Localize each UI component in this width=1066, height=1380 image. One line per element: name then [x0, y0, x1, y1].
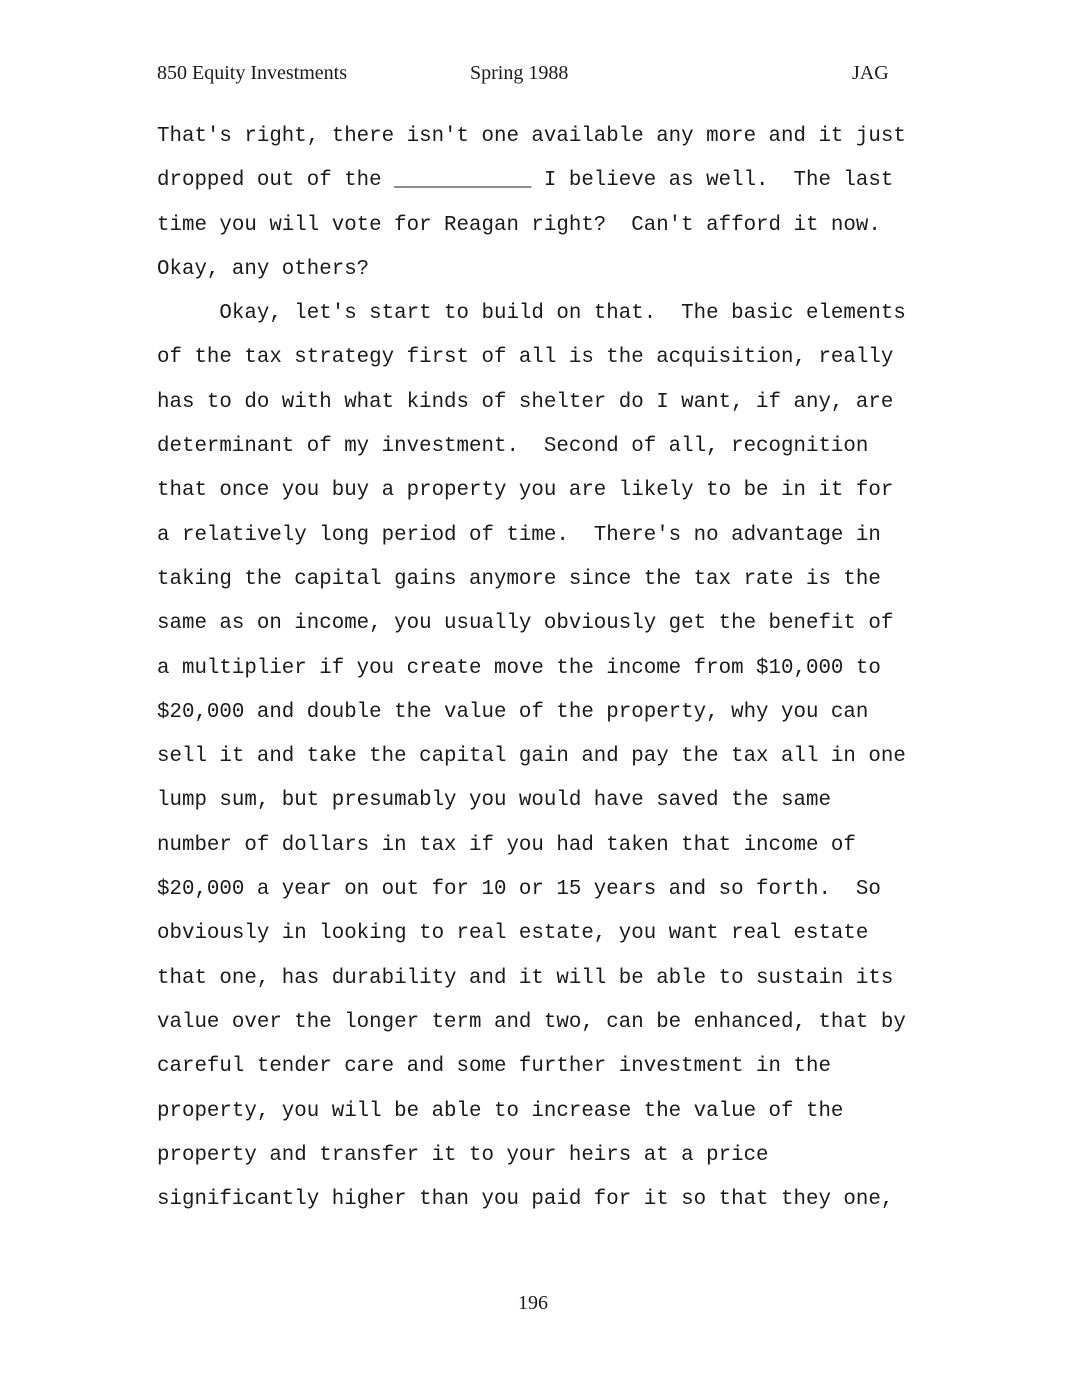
transcript-line: Okay, any others? — [157, 257, 370, 281]
term-label: Spring 1988 — [470, 62, 569, 84]
transcript-line: that once you buy a property you are likely to be in it for — [157, 479, 894, 503]
transcript-line: property and transfer it to your heirs at a price — [157, 1143, 769, 1167]
transcript-line: number of dollars in tax if you had taken that income of — [157, 833, 856, 857]
page-number: 196 — [518, 1292, 548, 1314]
transcript-line: That's right, there isn't one available any more and it just — [157, 125, 906, 148]
transcript-line: obviously in looking to real estate, you want real estate — [157, 922, 869, 946]
transcript-line: property, you will be able to increase the value of the — [157, 1099, 844, 1123]
transcript-line: a multiplier if you create move the income from $10,000 to — [157, 656, 881, 680]
transcript-line: significantly higher than you paid for it so that they one, — [157, 1188, 894, 1212]
transcript-line: lump sum, but presumably you would have saved the same — [157, 789, 831, 813]
transcript-line: that one, has durability and it will be able to sustain its — [157, 966, 894, 990]
transcript-line: has to do with what kinds of shelter do I want, if any, are — [157, 390, 894, 414]
transcript-line: dropped out of the ___________ I believe as well. The last — [157, 169, 894, 193]
transcript-line: careful tender care and some further investment in the — [157, 1055, 831, 1079]
page-header — [0, 62, 1066, 90]
transcript-line: value over the longer term and two, can be enhanced, that by — [157, 1010, 906, 1034]
author-initials: JAG — [852, 62, 889, 84]
transcript-line: sell it and take the capital gain and pay the tax all in one — [157, 745, 906, 769]
course-title: 850 Equity Investments — [157, 62, 347, 84]
transcript-body — [157, 115, 917, 1222]
transcript-line: determinant of my investment. Second of all, recognition — [157, 435, 869, 459]
transcript-line: Okay, let's start to build on that. The basic elements — [157, 302, 906, 326]
transcript-line: a relatively long period of time. There's no advantage in — [157, 523, 881, 547]
transcript-line: of the tax strategy first of all is the acquisition, really — [157, 346, 894, 370]
transcript-line: time you will vote for Reagan right? Can't afford it now. — [157, 213, 881, 237]
transcript-line: taking the capital gains anymore since the tax rate is the — [157, 567, 881, 591]
transcript-line: $20,000 and double the value of the property, why you can — [157, 700, 869, 724]
transcript-line: same as on income, you usually obviously get the benefit of — [157, 612, 894, 636]
transcript-line: $20,000 a year on out for 10 or 15 years and so forth. So — [157, 878, 881, 902]
